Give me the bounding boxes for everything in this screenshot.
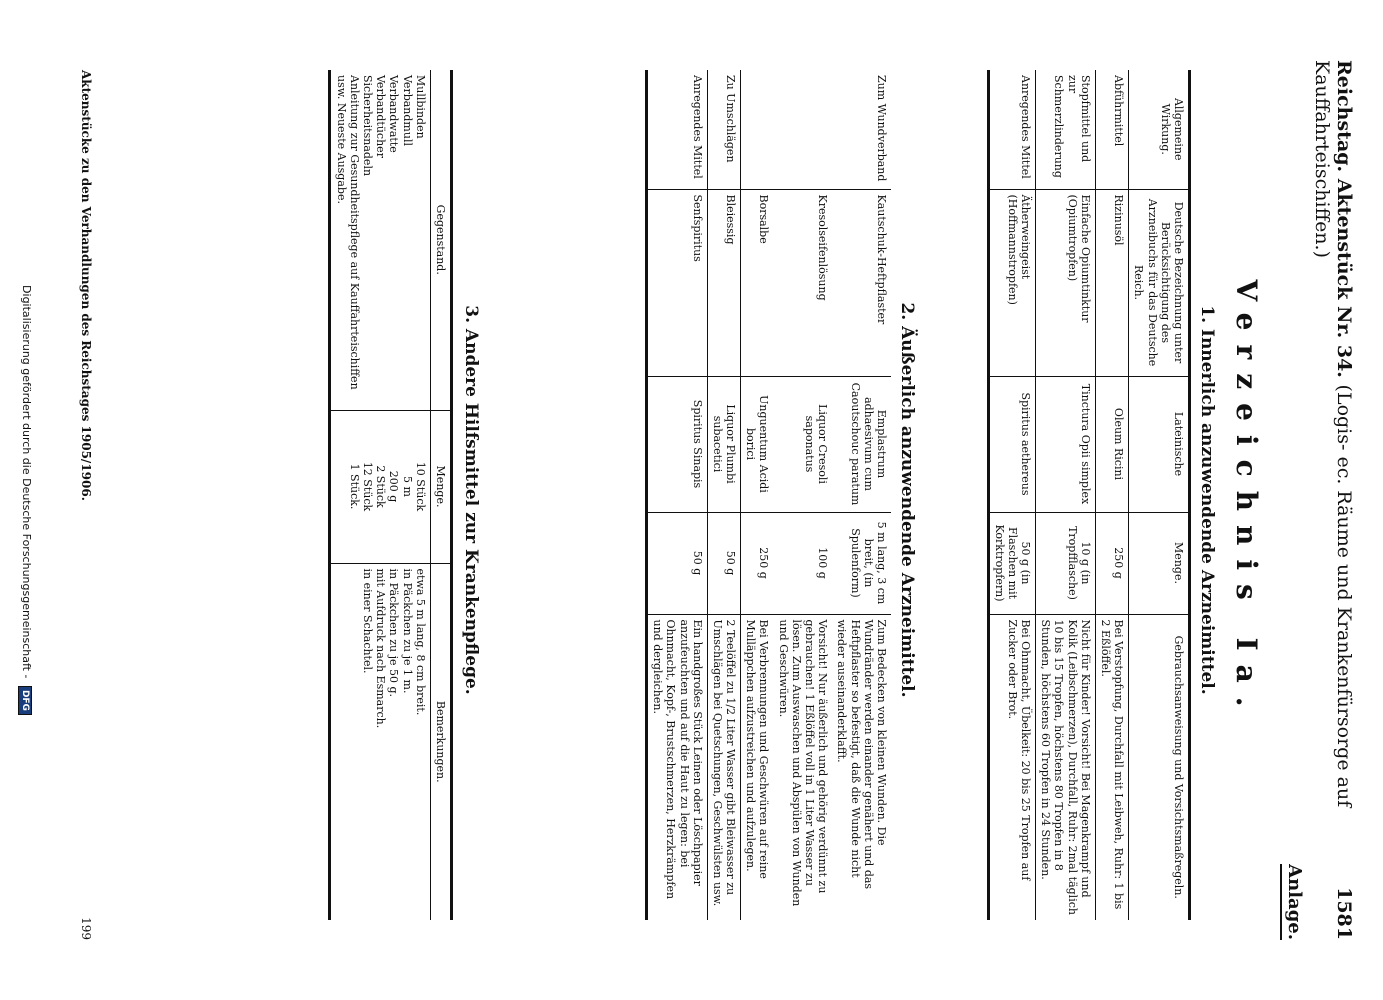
table-row bbox=[774, 70, 833, 920]
header-left-text: Reichstag. Aktenstück Nr. 34. bbox=[1333, 60, 1355, 378]
footer-page-number: 199 bbox=[79, 917, 93, 940]
list-item: in Päckchen zu je 50 g. bbox=[387, 568, 401, 698]
list-item: Mullbinden bbox=[413, 75, 427, 139]
cell-wirkung: Zu Umschlägen bbox=[707, 70, 740, 189]
cell-menge: 250 g bbox=[1095, 512, 1128, 614]
cell-deutsch: Kresolseifenlösung bbox=[774, 189, 833, 376]
list-item: Verbandtücher bbox=[374, 75, 388, 158]
list-item: 12 Stück bbox=[361, 461, 375, 512]
cell-gebrauch: Nicht für Kinder! Vorsicht! Bei Magenkrampf und Kolik (Leibschmerzen), Durchfall, Ruhr: 2mal täglich 10 bis 15 Tropfen, höchstens 80 Tropfen in 8 Stunden, höchstens 60 Tropfen in 24 Stunden. bbox=[1036, 614, 1096, 920]
list-item: Verbandwatte bbox=[387, 75, 401, 153]
cell-wirkung: Anregendes Mittel bbox=[647, 70, 708, 189]
dfg-notice bbox=[18, 0, 33, 1000]
cell-gebrauch: Bei Ohnmacht, Übelkeit: 20 bis 25 Tropfen auf Zucker oder Brot. bbox=[1005, 619, 1033, 881]
col-header-bemerkungen: Bemerkungen. bbox=[430, 563, 451, 920]
page-number: 1581 bbox=[1333, 887, 1355, 940]
section1-title: 1. Innerlich anzuwendende Arzneimittel. bbox=[1197, 305, 1217, 695]
col-header-menge: Menge. bbox=[430, 410, 451, 563]
list-item: etwa 5 m lang, 8 cm breit. bbox=[413, 568, 427, 716]
cell-deutsch: Senfspiritus bbox=[647, 189, 708, 376]
list-item: in Päckchen zu je 1 m. bbox=[400, 568, 414, 694]
cell-gebrauch: Zum Bedecken von kleinen Wunden. Die Wundränder werden einander genähert und das Heftpflaster so befestigt, daß die Wunde nicht wieder auseinanderklafft. bbox=[835, 619, 888, 890]
running-header bbox=[1311, 60, 1355, 940]
table-row bbox=[1036, 70, 1096, 920]
cell-gegenstand bbox=[330, 70, 430, 410]
col-header-menge: Menge. bbox=[1129, 512, 1190, 614]
cell-menge bbox=[330, 410, 430, 563]
list-item: Sicherheitsnadeln bbox=[361, 75, 375, 177]
cell-gebrauch: Vorsicht! Nur äußerlich und gehörig verdünnt zu gebrauchen! 1 Eßlöffel voll in 1 Liter Wasser zu lösen. Zum Auswaschen und Abspülen von Wunden und Geschwüren. bbox=[776, 619, 830, 907]
table-row bbox=[1095, 70, 1128, 920]
table-row bbox=[741, 70, 774, 920]
dfg-logo: DFG bbox=[18, 686, 32, 715]
cell-menge: 100 g bbox=[774, 512, 833, 614]
list-item: 200 g bbox=[387, 470, 401, 503]
section3-table bbox=[329, 70, 454, 920]
header-middle-text: (Logis- ec. Räume und Krankenfürsorge auf Kauffahrteischiffen.) bbox=[1311, 60, 1355, 808]
cell-gebrauch: Ein handgroßes Stück Leinen oder Löschpapier anzufeuchten und auf die Haut zu legen: bei Ohnmacht, Kopf-, Brustschmerzen, Herzkrämpfen und dergleichen. bbox=[651, 619, 704, 900]
col-header-latein: Lateinische bbox=[1129, 376, 1190, 512]
cell-latein: Emplastrum adhaesivum cum Caoutschouc paratum bbox=[832, 376, 891, 512]
dfg-text: Digitalisierung gefördert durch die Deutsche Forschungsgemeinschaft - bbox=[20, 285, 33, 679]
cell-bemerkungen bbox=[330, 563, 430, 920]
list-item: Anleitung zur Gesundheitspflege auf Kauffahrteischiffen usw. Neueste Ausgabe. bbox=[334, 75, 361, 390]
list-item: in einer Schachtel. bbox=[361, 568, 375, 674]
cell-latein: Oleum Ricini bbox=[1095, 376, 1128, 512]
list-item: Verbandmull bbox=[400, 75, 414, 146]
cell-deutsch: Borsalbe bbox=[741, 189, 774, 376]
table-row bbox=[707, 70, 740, 920]
list-item: mit Aufdruck nach Esmarch. bbox=[374, 568, 388, 729]
table-row bbox=[647, 70, 708, 920]
list-item: 1 Stück. bbox=[347, 463, 361, 510]
cell-gebrauch: 2 Teelöffel zu 1/2 Liter Wasser gibt Bleiwasser zu Umschlägen bei Quetschungen, Geschwülsten usw. bbox=[707, 614, 740, 920]
cell-menge: 50 g (in Flaschen mit Korktropfern) bbox=[988, 512, 1036, 614]
cell-deutsch: Ätherweingeist (Hoffmannstropfen) bbox=[988, 189, 1036, 376]
cell-latein: Spiritus Sinapis bbox=[647, 376, 708, 512]
section2-table bbox=[645, 70, 891, 920]
cell-deutsch: Kautschuk-Heftpflaster bbox=[832, 189, 891, 376]
cell-menge: 250 g bbox=[741, 512, 774, 614]
header-left bbox=[1311, 60, 1355, 940]
col-header-deutsch: Deutsche Bezeichnung unter Berücksichtigung des Arzneibuchs für das Deutsche Reich. bbox=[1129, 189, 1190, 376]
cell-menge: 10 g (in Tropfflasche) bbox=[1036, 512, 1096, 614]
cell-menge: 50 g bbox=[707, 512, 740, 614]
page-title: Verzeichnis Ia. bbox=[1230, 279, 1263, 721]
cell-menge: 50 g bbox=[647, 512, 708, 614]
cell-gebrauch: Bei Verstopfung, Durchfall mit Leibweh, Ruhr: 1 bis 2 Eßlöffel. bbox=[1095, 614, 1128, 920]
list-item: 5 m bbox=[400, 476, 414, 497]
section1-table bbox=[987, 70, 1191, 920]
section2-title: 2. Äußerlich anzuwendende Arzneimittel. bbox=[897, 302, 917, 698]
section3-title: 3. Andere Hilfsmittel zur Krankenpflege. bbox=[461, 305, 481, 695]
table-row bbox=[988, 70, 1036, 920]
anlage-label: Anlage. bbox=[1280, 864, 1305, 940]
cell-wirkung: Stopfmittel und zur Schmerzlinderung bbox=[1036, 70, 1096, 189]
cell-latein: Spiritus aethereus bbox=[988, 376, 1036, 512]
cell-deutsch: Rizinusöl bbox=[1095, 189, 1128, 376]
cell-wirkung: Abführmittel bbox=[1095, 70, 1128, 189]
col-header-wirkung: Allgemeine Wirkung. bbox=[1129, 70, 1190, 189]
cell-latein: Unguentum Acidi borici bbox=[741, 376, 774, 512]
table-row bbox=[330, 70, 430, 920]
cell-deutsch: Einfache Opiumtinktur (Opiumtropfen) bbox=[1036, 189, 1096, 376]
cell-wirkung: Zum Wundverband bbox=[741, 70, 891, 189]
list-item: 2 Stück bbox=[374, 465, 388, 508]
cell-wirkung: Anregendes Mittel bbox=[988, 70, 1036, 189]
cell-deutsch: Bleiessig bbox=[707, 189, 740, 376]
table-row bbox=[832, 70, 891, 920]
cell-gebrauch: Bei Verbrennungen und Geschwüren auf reine Mulläppchen aufzustreichen und aufzulegen. bbox=[741, 614, 774, 920]
cell-menge: 5 m lang, 3 cm breit, (in Spulenform) bbox=[832, 512, 891, 614]
cell-latein: Liquor Plumbi subacetici bbox=[707, 376, 740, 512]
cell-latein: Tinctura Opii simplex bbox=[1036, 376, 1096, 512]
cell-latein: Liquor Cresoli saponatus bbox=[774, 376, 833, 512]
col-header-gebrauch: Gebrauchsanweisung und Vorsichtsmaßregeln. bbox=[1129, 614, 1190, 920]
col-header-gegenstand: Gegenstand. bbox=[430, 70, 451, 410]
list-item: 10 Stück bbox=[413, 461, 427, 512]
footer-source: Aktenstücke zu den Verhandlungen des Reichstages 1905/1906. bbox=[79, 70, 93, 501]
